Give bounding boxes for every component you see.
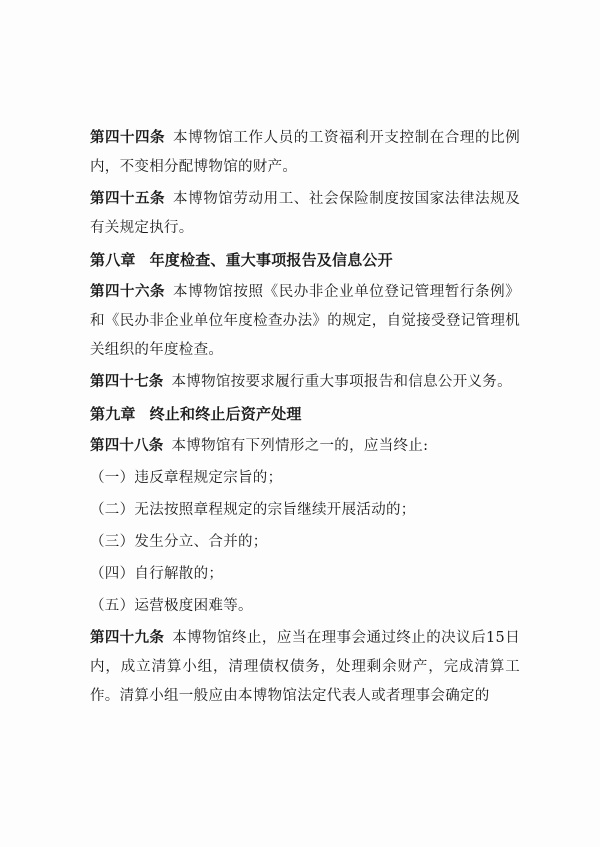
chapter-9-heading [90, 400, 520, 429]
article-text: 本博物馆按要求履行重大事项报告和信息公开义务。 [171, 374, 512, 390]
article-label: 第四十六条 [90, 284, 165, 300]
article-text: 本博物馆终止，应当在理事会通过终止的决议后15日内，成立清算小组，清理债权债务，处理剩余财产，完成清算工作。清算小组一般应由本博物馆法定代表人或者理事会确定的 [90, 630, 520, 704]
chapter-title: 年度检查、重大事项报告及信息公开 [149, 251, 393, 269]
article-label: 第四十九条 [90, 630, 165, 646]
chapter-title: 终止和终止后资产处理 [149, 405, 302, 423]
article-45 [90, 185, 520, 243]
article-text: 本博物馆劳动用工、社会保险制度按国家法律法规及有关规定执行。 [90, 191, 520, 236]
article-label: 第四十四条 [90, 130, 165, 146]
article-label: 第四十五条 [90, 191, 165, 207]
article-label: 第四十八条 [90, 438, 164, 454]
article-44 [90, 124, 520, 182]
list-item: （一）违反章程规定宗旨的； [90, 470, 283, 486]
list-item: （四）自行解散的； [90, 566, 224, 582]
article-48 [90, 432, 520, 461]
article-49 [90, 624, 520, 711]
list-item: （三）发生分立、合并的； [90, 534, 268, 550]
document-body [90, 124, 520, 711]
list-item: （二）无法按照章程规定的宗旨继续开展活动的； [90, 502, 416, 518]
chapter-label: 第九章 [90, 405, 136, 423]
article-46 [90, 278, 520, 365]
article-text: 本博物馆按照《民办非企业单位登记管理暂行条例》和《民办非企业单位年度检查办法》的规定，自觉接受登记管理机关组织的年度检查。 [90, 284, 520, 358]
article-47 [90, 368, 520, 397]
article-text: 本博物馆有下列情形之一的，应当终止: [171, 438, 429, 454]
article-text: 本博物馆工作人员的工资福利开支控制在合理的比例内，不变相分配博物馆的财产。 [90, 130, 520, 175]
chapter-8-heading [90, 246, 520, 275]
article-label: 第四十七条 [90, 374, 164, 390]
list-item: （五）运营极度困难等。 [90, 598, 253, 614]
chapter-label: 第八章 [90, 251, 136, 269]
